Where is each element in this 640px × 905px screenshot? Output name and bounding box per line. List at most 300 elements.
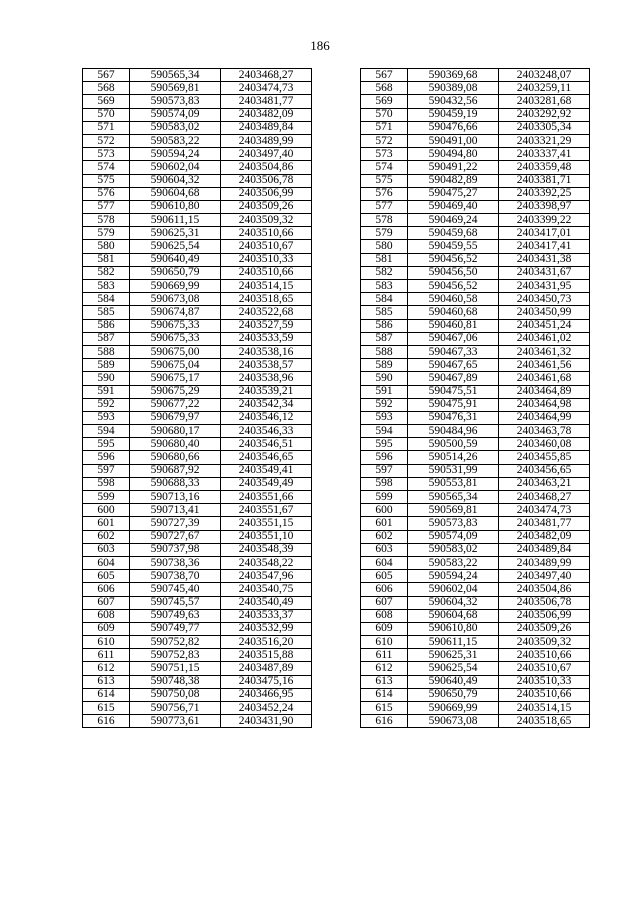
left-y-coordinate-cell: 2403551,10 xyxy=(221,530,312,543)
right-x-coordinate-cell: 590594,24 xyxy=(408,570,499,583)
left-x-coordinate-cell: 590640,49 xyxy=(130,253,221,266)
table-row xyxy=(83,148,590,161)
left-point-number-cell: 595 xyxy=(83,438,130,451)
table-row xyxy=(83,583,590,596)
column-gap xyxy=(312,214,361,227)
right-point-number-cell: 572 xyxy=(361,134,408,147)
right-x-coordinate-cell: 590669,99 xyxy=(408,702,499,715)
left-x-coordinate-cell: 590752,82 xyxy=(130,636,221,649)
right-point-number-cell: 581 xyxy=(361,253,408,266)
left-point-number-cell: 579 xyxy=(83,227,130,240)
table-row xyxy=(83,425,590,438)
right-point-number-cell: 597 xyxy=(361,464,408,477)
right-x-coordinate-cell: 590482,89 xyxy=(408,174,499,187)
left-x-coordinate-cell: 590773,61 xyxy=(130,715,221,728)
right-x-coordinate-cell: 590650,79 xyxy=(408,688,499,701)
table-row xyxy=(83,464,590,477)
right-x-coordinate-cell: 590491,00 xyxy=(408,134,499,147)
right-point-number-cell: 594 xyxy=(361,425,408,438)
right-y-coordinate-cell: 2403461,68 xyxy=(499,372,590,385)
right-y-coordinate-cell: 2403321,29 xyxy=(499,134,590,147)
right-y-coordinate-cell: 2403431,67 xyxy=(499,266,590,279)
column-gap xyxy=(312,319,361,332)
table-row xyxy=(83,280,590,293)
left-y-coordinate-cell: 2403475,16 xyxy=(221,675,312,688)
right-x-coordinate-cell: 590500,59 xyxy=(408,438,499,451)
column-gap xyxy=(312,715,361,728)
right-point-number-cell: 615 xyxy=(361,702,408,715)
right-point-number-cell: 567 xyxy=(361,69,408,82)
right-point-number-cell: 611 xyxy=(361,649,408,662)
left-x-coordinate-cell: 590751,15 xyxy=(130,662,221,675)
left-x-coordinate-cell: 590727,39 xyxy=(130,517,221,530)
right-x-coordinate-cell: 590456,50 xyxy=(408,266,499,279)
left-y-coordinate-cell: 2403481,77 xyxy=(221,95,312,108)
right-point-number-cell: 583 xyxy=(361,280,408,293)
right-y-coordinate-cell: 2403451,24 xyxy=(499,319,590,332)
right-point-number-cell: 614 xyxy=(361,688,408,701)
left-point-number-cell: 569 xyxy=(83,95,130,108)
right-y-coordinate-cell: 2403463,21 xyxy=(499,477,590,490)
left-x-coordinate-cell: 590602,04 xyxy=(130,161,221,174)
left-y-coordinate-cell: 2403549,41 xyxy=(221,464,312,477)
left-x-coordinate-cell: 590675,33 xyxy=(130,319,221,332)
table-row xyxy=(83,609,590,622)
right-y-coordinate-cell: 2403292,92 xyxy=(499,108,590,121)
left-y-coordinate-cell: 2403540,49 xyxy=(221,596,312,609)
left-y-coordinate-cell: 2403540,75 xyxy=(221,583,312,596)
right-point-number-cell: 568 xyxy=(361,82,408,95)
left-x-coordinate-cell: 590674,87 xyxy=(130,306,221,319)
left-point-number-cell: 570 xyxy=(83,108,130,121)
left-y-coordinate-cell: 2403474,73 xyxy=(221,82,312,95)
table-row xyxy=(83,345,590,358)
left-x-coordinate-cell: 590673,08 xyxy=(130,293,221,306)
left-y-coordinate-cell: 2403533,37 xyxy=(221,609,312,622)
table-row xyxy=(83,227,590,240)
table-row xyxy=(83,134,590,147)
right-y-coordinate-cell: 2403417,41 xyxy=(499,240,590,253)
left-y-coordinate-cell: 2403510,66 xyxy=(221,227,312,240)
right-y-coordinate-cell: 2403497,40 xyxy=(499,570,590,583)
left-y-coordinate-cell: 2403522,68 xyxy=(221,306,312,319)
left-point-number-cell: 584 xyxy=(83,293,130,306)
left-x-coordinate-cell: 590650,79 xyxy=(130,266,221,279)
left-y-coordinate-cell: 2403547,96 xyxy=(221,570,312,583)
right-x-coordinate-cell: 590553,81 xyxy=(408,477,499,490)
left-point-number-cell: 601 xyxy=(83,517,130,530)
left-point-number-cell: 608 xyxy=(83,609,130,622)
left-y-coordinate-cell: 2403509,26 xyxy=(221,200,312,213)
left-point-number-cell: 574 xyxy=(83,161,130,174)
right-x-coordinate-cell: 590673,08 xyxy=(408,715,499,728)
left-x-coordinate-cell: 590625,54 xyxy=(130,240,221,253)
column-gap xyxy=(312,451,361,464)
right-x-coordinate-cell: 590602,04 xyxy=(408,583,499,596)
left-point-number-cell: 567 xyxy=(83,69,130,82)
left-y-coordinate-cell: 2403546,51 xyxy=(221,438,312,451)
left-point-number-cell: 609 xyxy=(83,622,130,635)
left-y-coordinate-cell: 2403542,34 xyxy=(221,398,312,411)
right-y-coordinate-cell: 2403510,33 xyxy=(499,675,590,688)
left-point-number-cell: 587 xyxy=(83,332,130,345)
left-y-coordinate-cell: 2403482,09 xyxy=(221,108,312,121)
left-y-coordinate-cell: 2403497,40 xyxy=(221,148,312,161)
left-point-number-cell: 577 xyxy=(83,200,130,213)
left-point-number-cell: 594 xyxy=(83,425,130,438)
column-gap xyxy=(312,464,361,477)
left-x-coordinate-cell: 590565,34 xyxy=(130,69,221,82)
left-x-coordinate-cell: 590573,83 xyxy=(130,95,221,108)
left-point-number-cell: 575 xyxy=(83,174,130,187)
left-x-coordinate-cell: 590713,41 xyxy=(130,504,221,517)
right-x-coordinate-cell: 590531,99 xyxy=(408,464,499,477)
right-x-coordinate-cell: 590475,51 xyxy=(408,385,499,398)
right-x-coordinate-cell: 590514,26 xyxy=(408,451,499,464)
right-y-coordinate-cell: 2403392,25 xyxy=(499,187,590,200)
table-row xyxy=(83,174,590,187)
left-y-coordinate-cell: 2403538,16 xyxy=(221,345,312,358)
table-row xyxy=(83,438,590,451)
right-y-coordinate-cell: 2403461,02 xyxy=(499,332,590,345)
left-point-number-cell: 613 xyxy=(83,675,130,688)
right-point-number-cell: 586 xyxy=(361,319,408,332)
left-point-number-cell: 598 xyxy=(83,477,130,490)
right-y-coordinate-cell: 2403518,65 xyxy=(499,715,590,728)
left-y-coordinate-cell: 2403549,49 xyxy=(221,477,312,490)
right-y-coordinate-cell: 2403281,68 xyxy=(499,95,590,108)
right-x-coordinate-cell: 590476,31 xyxy=(408,411,499,424)
right-point-number-cell: 589 xyxy=(361,359,408,372)
right-point-number-cell: 599 xyxy=(361,491,408,504)
right-y-coordinate-cell: 2403461,32 xyxy=(499,345,590,358)
right-point-number-cell: 588 xyxy=(361,345,408,358)
table-row xyxy=(83,121,590,134)
left-y-coordinate-cell: 2403538,96 xyxy=(221,372,312,385)
right-x-coordinate-cell: 590476,66 xyxy=(408,121,499,134)
right-y-coordinate-cell: 2403455,85 xyxy=(499,451,590,464)
left-x-coordinate-cell: 590750,08 xyxy=(130,688,221,701)
right-y-coordinate-cell: 2403431,38 xyxy=(499,253,590,266)
right-x-coordinate-cell: 590460,58 xyxy=(408,293,499,306)
right-x-coordinate-cell: 590640,49 xyxy=(408,675,499,688)
right-y-coordinate-cell: 2403259,11 xyxy=(499,82,590,95)
left-x-coordinate-cell: 590574,09 xyxy=(130,108,221,121)
column-gap xyxy=(312,108,361,121)
column-gap xyxy=(312,240,361,253)
right-point-number-cell: 592 xyxy=(361,398,408,411)
column-gap xyxy=(312,504,361,517)
left-y-coordinate-cell: 2403516,20 xyxy=(221,636,312,649)
table-row xyxy=(83,662,590,675)
right-point-number-cell: 607 xyxy=(361,596,408,609)
left-x-coordinate-cell: 590610,80 xyxy=(130,200,221,213)
column-gap xyxy=(312,398,361,411)
left-x-coordinate-cell: 590594,24 xyxy=(130,148,221,161)
table-row xyxy=(83,293,590,306)
column-gap xyxy=(312,543,361,556)
right-point-number-cell: 608 xyxy=(361,609,408,622)
table-row xyxy=(83,477,590,490)
left-y-coordinate-cell: 2403546,65 xyxy=(221,451,312,464)
column-gap xyxy=(312,702,361,715)
left-y-coordinate-cell: 2403514,15 xyxy=(221,280,312,293)
column-gap xyxy=(312,82,361,95)
left-y-coordinate-cell: 2403518,65 xyxy=(221,293,312,306)
right-x-coordinate-cell: 590460,81 xyxy=(408,319,499,332)
right-x-coordinate-cell: 590467,06 xyxy=(408,332,499,345)
right-y-coordinate-cell: 2403399,22 xyxy=(499,214,590,227)
right-y-coordinate-cell: 2403474,73 xyxy=(499,504,590,517)
left-x-coordinate-cell: 590738,70 xyxy=(130,570,221,583)
column-gap xyxy=(312,385,361,398)
right-point-number-cell: 584 xyxy=(361,293,408,306)
column-gap xyxy=(312,675,361,688)
column-gap xyxy=(312,438,361,451)
column-gap xyxy=(312,372,361,385)
right-point-number-cell: 577 xyxy=(361,200,408,213)
right-point-number-cell: 591 xyxy=(361,385,408,398)
column-gap xyxy=(312,95,361,108)
right-point-number-cell: 587 xyxy=(361,332,408,345)
left-point-number-cell: 597 xyxy=(83,464,130,477)
table-row xyxy=(83,253,590,266)
right-y-coordinate-cell: 2403489,99 xyxy=(499,556,590,569)
right-x-coordinate-cell: 590565,34 xyxy=(408,491,499,504)
column-gap xyxy=(312,359,361,372)
right-y-coordinate-cell: 2403431,95 xyxy=(499,280,590,293)
left-point-number-cell: 605 xyxy=(83,570,130,583)
left-x-coordinate-cell: 590604,68 xyxy=(130,187,221,200)
left-x-coordinate-cell: 590738,36 xyxy=(130,556,221,569)
right-point-number-cell: 595 xyxy=(361,438,408,451)
left-x-coordinate-cell: 590752,83 xyxy=(130,649,221,662)
left-point-number-cell: 583 xyxy=(83,280,130,293)
right-point-number-cell: 609 xyxy=(361,622,408,635)
right-point-number-cell: 585 xyxy=(361,306,408,319)
right-point-number-cell: 579 xyxy=(361,227,408,240)
column-gap xyxy=(312,148,361,161)
right-x-coordinate-cell: 590611,15 xyxy=(408,636,499,649)
left-x-coordinate-cell: 590625,31 xyxy=(130,227,221,240)
right-point-number-cell: 600 xyxy=(361,504,408,517)
right-x-coordinate-cell: 590467,89 xyxy=(408,372,499,385)
column-gap xyxy=(312,332,361,345)
right-point-number-cell: 616 xyxy=(361,715,408,728)
left-x-coordinate-cell: 590569,81 xyxy=(130,82,221,95)
column-gap xyxy=(312,280,361,293)
left-y-coordinate-cell: 2403489,99 xyxy=(221,134,312,147)
right-x-coordinate-cell: 590574,09 xyxy=(408,530,499,543)
left-x-coordinate-cell: 590604,32 xyxy=(130,174,221,187)
left-x-coordinate-cell: 590756,71 xyxy=(130,702,221,715)
left-point-number-cell: 612 xyxy=(83,662,130,675)
right-x-coordinate-cell: 590583,02 xyxy=(408,543,499,556)
left-y-coordinate-cell: 2403510,33 xyxy=(221,253,312,266)
left-y-coordinate-cell: 2403532,99 xyxy=(221,622,312,635)
left-y-coordinate-cell: 2403510,67 xyxy=(221,240,312,253)
table-row xyxy=(83,702,590,715)
right-y-coordinate-cell: 2403506,99 xyxy=(499,609,590,622)
table-row xyxy=(83,451,590,464)
column-gap xyxy=(312,688,361,701)
right-x-coordinate-cell: 590467,33 xyxy=(408,345,499,358)
page-number: 186 xyxy=(310,38,330,53)
right-y-coordinate-cell: 2403510,66 xyxy=(499,649,590,662)
left-point-number-cell: 585 xyxy=(83,306,130,319)
left-y-coordinate-cell: 2403551,15 xyxy=(221,517,312,530)
table-row xyxy=(83,715,590,728)
left-y-coordinate-cell: 2403452,24 xyxy=(221,702,312,715)
right-x-coordinate-cell: 590469,40 xyxy=(408,200,499,213)
left-y-coordinate-cell: 2403546,33 xyxy=(221,425,312,438)
right-x-coordinate-cell: 590604,68 xyxy=(408,609,499,622)
column-gap xyxy=(312,411,361,424)
right-x-coordinate-cell: 590460,68 xyxy=(408,306,499,319)
column-gap xyxy=(312,609,361,622)
column-gap xyxy=(312,596,361,609)
right-y-coordinate-cell: 2403248,07 xyxy=(499,69,590,82)
column-gap xyxy=(312,662,361,675)
right-point-number-cell: 574 xyxy=(361,161,408,174)
table-row xyxy=(83,95,590,108)
left-y-coordinate-cell: 2403515,88 xyxy=(221,649,312,662)
left-point-number-cell: 607 xyxy=(83,596,130,609)
left-point-number-cell: 591 xyxy=(83,385,130,398)
right-point-number-cell: 601 xyxy=(361,517,408,530)
left-x-coordinate-cell: 590713,16 xyxy=(130,491,221,504)
column-gap xyxy=(312,266,361,279)
left-y-coordinate-cell: 2403509,32 xyxy=(221,214,312,227)
left-x-coordinate-cell: 590727,67 xyxy=(130,530,221,543)
column-gap xyxy=(312,636,361,649)
table-row xyxy=(83,517,590,530)
column-gap xyxy=(312,121,361,134)
column-gap xyxy=(312,134,361,147)
left-y-coordinate-cell: 2403546,12 xyxy=(221,411,312,424)
table-row xyxy=(83,385,590,398)
left-point-number-cell: 600 xyxy=(83,504,130,517)
right-y-coordinate-cell: 2403417,01 xyxy=(499,227,590,240)
right-y-coordinate-cell: 2403506,78 xyxy=(499,596,590,609)
right-point-number-cell: 578 xyxy=(361,214,408,227)
left-point-number-cell: 592 xyxy=(83,398,130,411)
left-x-coordinate-cell: 590745,40 xyxy=(130,583,221,596)
column-gap xyxy=(312,293,361,306)
table-row xyxy=(83,306,590,319)
left-x-coordinate-cell: 590675,00 xyxy=(130,345,221,358)
right-y-coordinate-cell: 2403359,48 xyxy=(499,161,590,174)
left-point-number-cell: 580 xyxy=(83,240,130,253)
column-gap xyxy=(312,253,361,266)
right-y-coordinate-cell: 2403509,26 xyxy=(499,622,590,635)
column-gap xyxy=(312,187,361,200)
table-row xyxy=(83,543,590,556)
left-point-number-cell: 586 xyxy=(83,319,130,332)
left-x-coordinate-cell: 590749,77 xyxy=(130,622,221,635)
left-x-coordinate-cell: 590675,04 xyxy=(130,359,221,372)
left-y-coordinate-cell: 2403510,66 xyxy=(221,266,312,279)
left-x-coordinate-cell: 590675,29 xyxy=(130,385,221,398)
left-x-coordinate-cell: 590583,02 xyxy=(130,121,221,134)
left-point-number-cell: 572 xyxy=(83,134,130,147)
left-x-coordinate-cell: 590680,40 xyxy=(130,438,221,451)
right-x-coordinate-cell: 590369,68 xyxy=(408,69,499,82)
left-x-coordinate-cell: 590669,99 xyxy=(130,280,221,293)
right-y-coordinate-cell: 2403450,73 xyxy=(499,293,590,306)
left-x-coordinate-cell: 590583,22 xyxy=(130,134,221,147)
left-point-number-cell: 606 xyxy=(83,583,130,596)
left-point-number-cell: 581 xyxy=(83,253,130,266)
left-point-number-cell: 615 xyxy=(83,702,130,715)
right-x-coordinate-cell: 590459,55 xyxy=(408,240,499,253)
left-point-number-cell: 602 xyxy=(83,530,130,543)
right-y-coordinate-cell: 2403482,09 xyxy=(499,530,590,543)
column-gap xyxy=(312,583,361,596)
right-point-number-cell: 570 xyxy=(361,108,408,121)
left-y-coordinate-cell: 2403548,39 xyxy=(221,543,312,556)
left-point-number-cell: 576 xyxy=(83,187,130,200)
table-row xyxy=(83,319,590,332)
table-row xyxy=(83,200,590,213)
column-gap xyxy=(312,530,361,543)
right-x-coordinate-cell: 590625,54 xyxy=(408,662,499,675)
left-y-coordinate-cell: 2403539,21 xyxy=(221,385,312,398)
right-x-coordinate-cell: 590456,52 xyxy=(408,280,499,293)
right-x-coordinate-cell: 590467,65 xyxy=(408,359,499,372)
right-x-coordinate-cell: 590459,19 xyxy=(408,108,499,121)
left-point-number-cell: 599 xyxy=(83,491,130,504)
right-x-coordinate-cell: 590456,52 xyxy=(408,253,499,266)
table-row xyxy=(83,266,590,279)
table-row xyxy=(83,570,590,583)
right-point-number-cell: 613 xyxy=(361,675,408,688)
coordinate-table-body xyxy=(83,69,590,728)
right-y-coordinate-cell: 2403381,71 xyxy=(499,174,590,187)
right-x-coordinate-cell: 590604,32 xyxy=(408,596,499,609)
right-y-coordinate-cell: 2403489,84 xyxy=(499,543,590,556)
left-point-number-cell: 604 xyxy=(83,556,130,569)
right-point-number-cell: 576 xyxy=(361,187,408,200)
right-x-coordinate-cell: 590610,80 xyxy=(408,622,499,635)
left-x-coordinate-cell: 590687,92 xyxy=(130,464,221,477)
table-row xyxy=(83,359,590,372)
right-x-coordinate-cell: 590389,08 xyxy=(408,82,499,95)
right-y-coordinate-cell: 2403463,78 xyxy=(499,425,590,438)
table-row xyxy=(83,214,590,227)
right-y-coordinate-cell: 2403510,66 xyxy=(499,688,590,701)
left-point-number-cell: 611 xyxy=(83,649,130,662)
left-y-coordinate-cell: 2403551,67 xyxy=(221,504,312,517)
left-x-coordinate-cell: 590675,33 xyxy=(130,332,221,345)
left-x-coordinate-cell: 590679,97 xyxy=(130,411,221,424)
table-row xyxy=(83,530,590,543)
right-point-number-cell: 575 xyxy=(361,174,408,187)
column-gap xyxy=(312,200,361,213)
column-gap xyxy=(312,174,361,187)
left-point-number-cell: 589 xyxy=(83,359,130,372)
column-gap xyxy=(312,306,361,319)
table-row xyxy=(83,596,590,609)
right-y-coordinate-cell: 2403468,27 xyxy=(499,491,590,504)
left-point-number-cell: 603 xyxy=(83,543,130,556)
column-gap xyxy=(312,556,361,569)
right-x-coordinate-cell: 590432,56 xyxy=(408,95,499,108)
left-x-coordinate-cell: 590680,17 xyxy=(130,425,221,438)
left-y-coordinate-cell: 2403504,86 xyxy=(221,161,312,174)
right-x-coordinate-cell: 590625,31 xyxy=(408,649,499,662)
left-point-number-cell: 588 xyxy=(83,345,130,358)
